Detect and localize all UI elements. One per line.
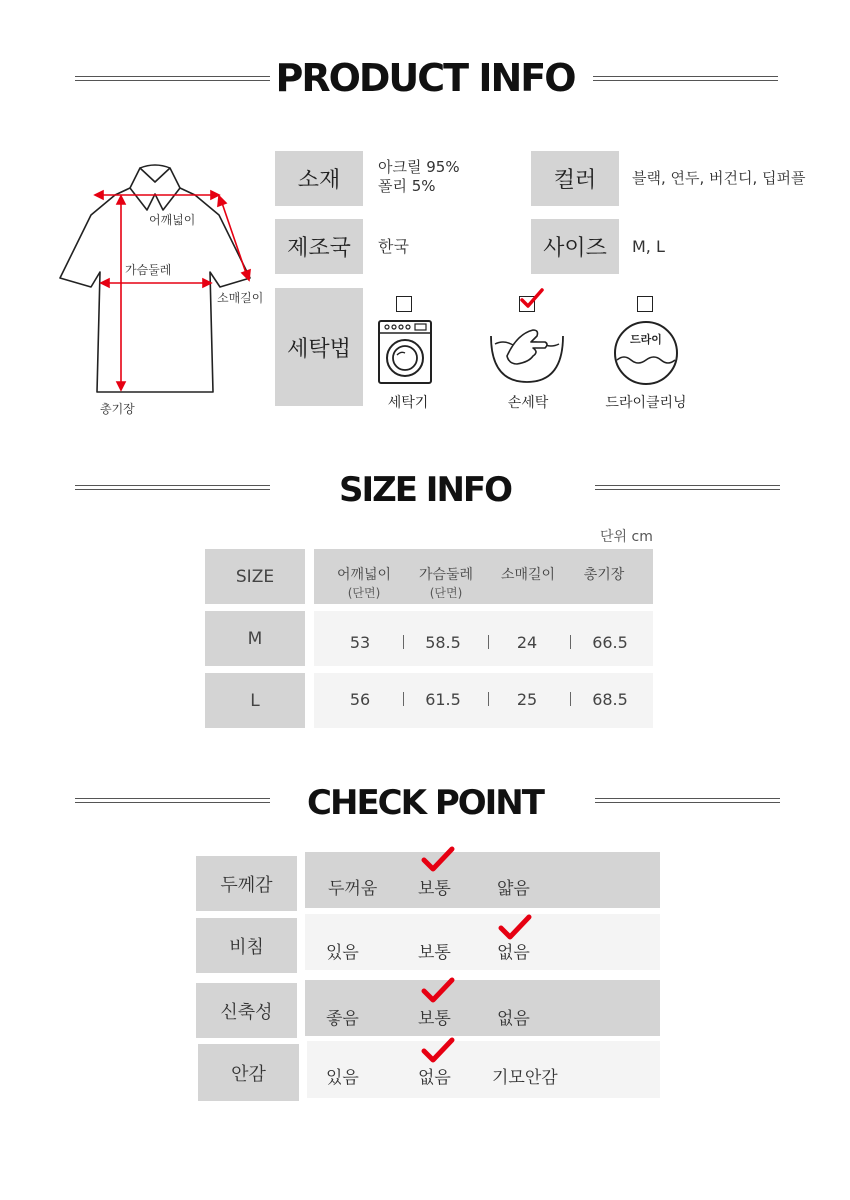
washing-machine-icon — [375, 319, 435, 385]
checkmark-icon — [421, 977, 455, 1003]
hand-wash-label: 손세탁 — [507, 395, 549, 411]
checkpoint-elasticity-row — [305, 980, 660, 1036]
checkpoint-thickness-label: 두께감 — [196, 856, 297, 911]
size-row-m — [314, 611, 653, 666]
size-m-shoulder: 53 — [349, 633, 371, 652]
dry-clean-checkbox[interactable] — [637, 296, 653, 312]
size-l-chest: 61.5 — [425, 690, 461, 709]
lining-option-yes: 있음 — [326, 1068, 359, 1088]
size-unit: 단위 cm — [600, 529, 653, 545]
size-info-title: SIZE INFO — [338, 470, 512, 510]
material-label-box: 소재 — [275, 151, 363, 206]
check-point-title: CHECK POINT — [307, 783, 543, 823]
size-m-chest: 58.5 — [425, 633, 461, 652]
checkmark-icon — [421, 846, 455, 872]
size-title-divider-right — [595, 485, 780, 490]
shoulder-label: 어깨넓이 — [149, 213, 196, 227]
size-label-box: 사이즈 — [531, 219, 619, 274]
elasticity-option-none: 없음 — [497, 1009, 530, 1029]
size-row-l-label: L — [205, 673, 305, 728]
lining-option-fleece: 기모안감 — [492, 1068, 558, 1088]
col-shoulder-header: 어깨넓이 (단면) — [336, 567, 392, 600]
size-row-l — [314, 673, 653, 728]
size-header-label: SIZE — [205, 549, 305, 604]
checkpoint-lining-label: 안감 — [198, 1044, 299, 1101]
chest-label: 가슴둘레 — [125, 263, 172, 277]
checkpoint-sheerness-label: 비침 — [196, 918, 297, 973]
size-value: M, L — [632, 237, 665, 256]
sleeve-label: 소매길이 — [217, 291, 264, 305]
dry-badge-text: 드라이 — [630, 333, 662, 346]
checkpoint-sheerness-row — [305, 914, 660, 970]
thickness-option-normal: 보통 — [418, 879, 451, 899]
thickness-option-thick: 두꺼움 — [328, 879, 378, 899]
checkpoint-thickness-row — [305, 852, 660, 908]
washing-options — [370, 290, 810, 420]
size-row-m-label: M — [205, 611, 305, 666]
material-value-2: 폴리 5% — [378, 177, 436, 195]
size-header-row — [314, 549, 653, 604]
check-title-divider-right — [595, 798, 780, 803]
size-l-sleeve: 25 — [516, 690, 538, 709]
size-l-length: 68.5 — [592, 690, 628, 709]
color-value: 블랙, 연두, 버건디, 딥퍼플 — [632, 169, 806, 187]
checkmark-icon — [520, 288, 544, 310]
sheerness-option-normal: 보통 — [418, 943, 451, 963]
length-label: 총기장 — [100, 402, 135, 416]
checkpoint-elasticity-label: 신축성 — [196, 983, 297, 1038]
checkpoint-lining-row — [307, 1041, 660, 1098]
sheerness-option-none: 없음 — [497, 943, 530, 963]
checkmark-icon — [421, 1037, 455, 1063]
origin-label-box: 제조국 — [275, 219, 363, 274]
origin-value: 한국 — [378, 237, 409, 256]
sheerness-option-yes: 있음 — [326, 943, 359, 963]
size-m-sleeve: 24 — [516, 633, 538, 652]
checkmark-icon — [498, 914, 532, 940]
thickness-option-thin: 얇음 — [497, 879, 530, 899]
color-label-box: 컬러 — [531, 151, 619, 206]
washing-machine-label: 세탁기 — [387, 395, 429, 411]
elasticity-option-good: 좋음 — [326, 1009, 359, 1029]
hand-wash-icon — [487, 322, 567, 386]
col-sleeve-header: 소매길이 — [500, 567, 556, 583]
washing-label-box: 세탁법 — [275, 288, 363, 406]
title-divider-right — [593, 76, 778, 81]
size-l-shoulder: 56 — [349, 690, 371, 709]
dry-clean-label: 드라이클리닝 — [605, 395, 687, 411]
elasticity-option-normal: 보통 — [418, 1009, 451, 1029]
material-value-1: 아크릴 95% — [378, 158, 460, 176]
col-length-header: 총기장 — [583, 567, 625, 583]
product-info-title: PRODUCT INFO — [275, 56, 575, 100]
washing-machine-checkbox[interactable] — [396, 296, 412, 312]
dry-clean-icon — [611, 318, 681, 388]
garment-diagram — [55, 160, 275, 420]
col-chest-header: 가슴둘레 (단면) — [418, 567, 474, 600]
lining-option-none: 없음 — [418, 1068, 451, 1088]
size-m-length: 66.5 — [592, 633, 628, 652]
